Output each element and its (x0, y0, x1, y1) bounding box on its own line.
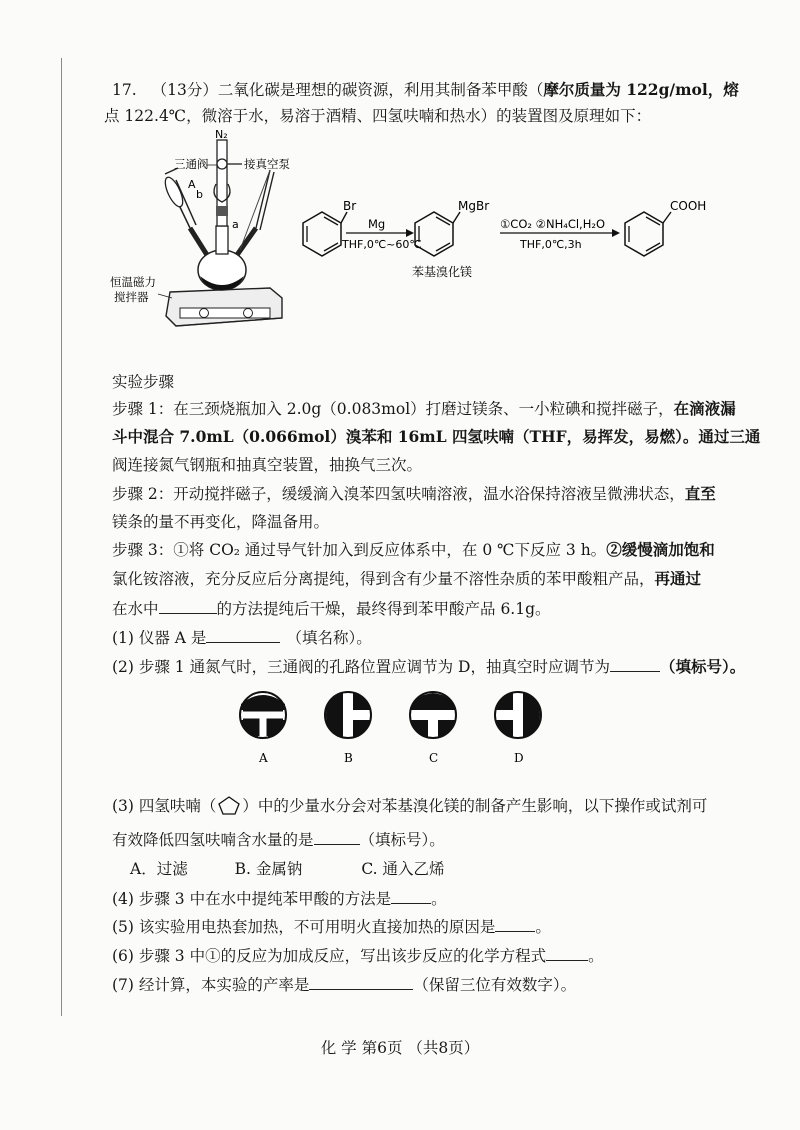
valve-label-c: C (429, 751, 439, 765)
grignard-name: 苯基溴化镁 (412, 265, 473, 279)
label-a-lower: a (232, 218, 239, 231)
q6-answer-blank[interactable] (546, 945, 588, 961)
step3-line2: 氯化铵溶液，充分反应后分离提纯，得到含有少量不溶性杂质的苯甲酸粗产品，再通过 (112, 569, 702, 588)
three-way-valve-label: 三通阀 (174, 157, 209, 171)
n2-label: N₂ (215, 130, 228, 141)
question-number: 17. (112, 81, 137, 99)
apparatus-and-reaction-figure (110, 130, 790, 340)
stirrer-label-line2: 搅拌器 (114, 290, 149, 304)
step3-answer-blank[interactable] (159, 598, 217, 614)
margin-line (61, 58, 62, 1016)
q2: (2) 步骤 1 通氮气时，三通阀的孔路位置应调节为 D，抽真空时应调节为 （填标号）。 (112, 657, 746, 676)
q4-answer-blank[interactable] (391, 888, 431, 904)
step3-line1: 步骤 3：①将 CO₂ 通过导气针加入到反应体系中，在 0 ℃下反应 3 h。②缓慢滴加饱和 (112, 540, 715, 559)
q5-answer-blank[interactable] (495, 916, 535, 932)
q6: (6) 步骤 3 中①的反应为加成反应，写出该步反应的化学方程式 。 (112, 947, 604, 965)
benzoic-acid-structure (625, 212, 671, 256)
mgbr-label: MgBr (458, 199, 490, 213)
step3-line3: 在水中 的方法提纯后干燥，最终得到苯甲酸产品 6.1g。 (112, 600, 551, 618)
valve-option-d (495, 692, 541, 738)
needle-right (240, 170, 274, 250)
q4: (4) 步骤 3 中在水中提纯苯甲酸的方法是 。 (112, 890, 447, 908)
condition-1: THF,0℃~60℃ (342, 238, 422, 251)
br-label: Br (343, 199, 357, 213)
q1-answer-blank[interactable] (206, 627, 280, 643)
three-way-valve-body (217, 159, 227, 169)
intro-text-a: 二氧化碳是理想的碳资源，利用其制备苯甲酸（ (217, 81, 544, 99)
stirrer-label-line1: 恒温磁力 (110, 275, 156, 289)
cooh-label: COOH (670, 199, 707, 213)
q3-answer-blank[interactable] (314, 829, 360, 845)
thf-ring-icon (216, 794, 242, 816)
q3-options (130, 859, 445, 879)
question-score: （13分） (151, 81, 218, 99)
step1-line2: 斗中混合 7.0mL（0.066mol）溴苯和 16mL 四氢呋喃（THF，易挥发，易燃）。通过三通 (112, 427, 761, 446)
mg-reagent: Mg (368, 217, 386, 231)
q2-answer-blank[interactable] (610, 656, 660, 672)
three-neck-flask (190, 226, 256, 290)
q5: (5) 该实验用电热套加热，不可用明火直接加热的原因是 。 (112, 918, 551, 936)
q3-option-a[interactable]: A．过滤 (130, 860, 188, 878)
page-footer: 化 学 第6页 （共8页） (320, 1039, 480, 1057)
phenylmagnesium-bromide-structure (415, 212, 460, 256)
valve-options-figure (238, 690, 568, 770)
q3-line1: (3) 四氢呋喃（ ）中的少量水分会对苯基溴化镁的制备产生影响，以下操作或试剂可 (112, 794, 707, 816)
valve-option-b (325, 692, 371, 738)
q7: (7) 经计算，本实验的产率是 （保留三位有效数字）。 (112, 976, 577, 994)
valve-option-c (410, 692, 456, 738)
valve-option-a (240, 692, 286, 738)
vacuum-pump-label: 接真空泵 (244, 157, 290, 171)
bromobenzene-structure (303, 212, 347, 256)
label-b: b (196, 188, 203, 201)
question-intro-line2: 点 122.4℃，微溶于水，易溶于酒精、四氢呋喃和热水）的装置图及原理如下： (104, 107, 652, 125)
reagents-2: ①CO₂ ②NH₄Cl,H₂O (500, 217, 606, 231)
step2-line1: 步骤 2：开动搅拌磁子，缓缓滴入溴苯四氢呋喃溶液，温水浴保持溶液呈微沸状态，直至 (112, 484, 716, 503)
q3-line2: 有效降低四氢呋喃含水量的是 （填标号）。 (112, 831, 445, 849)
q3-option-b[interactable]: B. 金属钠 (234, 860, 303, 878)
center-tube (214, 140, 242, 226)
question-intro-line1 (112, 80, 739, 100)
condition-2: THF,0℃,3h (520, 238, 582, 251)
q3-option-c[interactable]: C. 通入乙烯 (361, 860, 445, 878)
dropping-funnel (162, 168, 196, 228)
step2-line2: 镁条的量不再变化，降温备用。 (112, 513, 330, 531)
valve-label-d: D (514, 751, 524, 765)
step1-line3: 阀连接氮气钢瓶和抽真空装置，抽换气三次。 (112, 456, 423, 474)
intro-text-b: 摩尔质量为 122g/mol，熔 (543, 80, 739, 99)
magnetic-stirrer (166, 288, 282, 326)
label-a-upper: A (188, 178, 196, 191)
q7-answer-blank[interactable] (309, 974, 413, 990)
valve-label-a: A (259, 751, 268, 765)
step1-line1: 步骤 1：在三颈烧瓶加入 2.0g（0.083mol）打磨过镁条、一小粒碘和搅拌磁子，在滴液漏 (112, 399, 736, 418)
q1: (1) 仪器 A 是 （填名称）。 (112, 629, 372, 647)
valve-label-b: B (344, 751, 353, 765)
steps-heading: 实验步骤 (112, 373, 175, 391)
